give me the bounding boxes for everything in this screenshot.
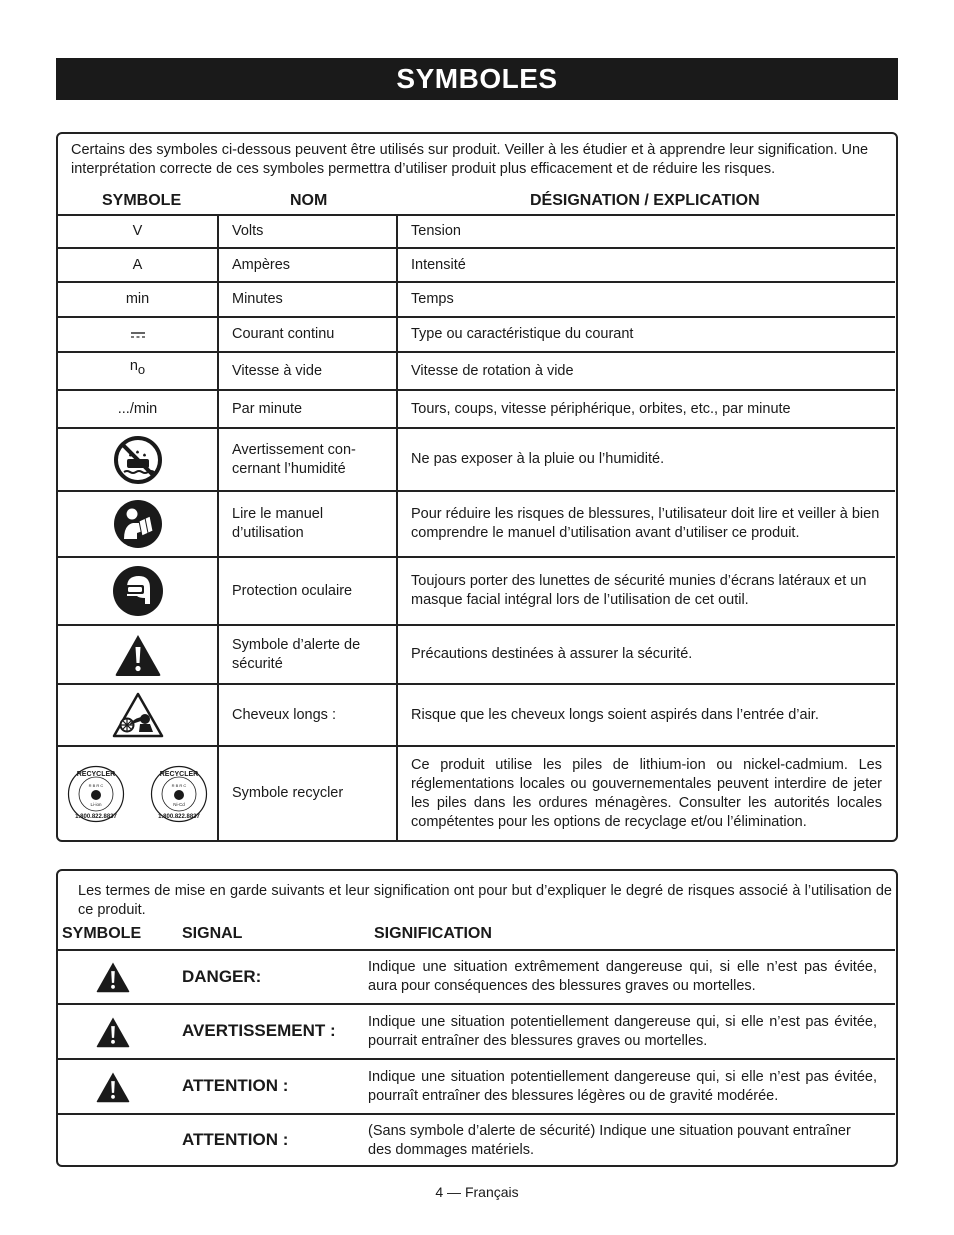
name-cell: Courant continu xyxy=(218,317,397,352)
meaning-cell: Indique une situation potentiellement dangereuse qui, si elle n’est pas évitée, pourraît entraîner des blessures légères ou de gravité modérée. xyxy=(360,1059,895,1114)
safety-alert-icon xyxy=(95,961,131,993)
table-row xyxy=(58,215,895,248)
designation-cell: Ce produit utilise les piles de lithium-ion ou nickel-cadmium. Les réglementations locales ou gouvernementales peuvent interdire de jeter les piles dans les ordures ménagères. Consulter les autorités locales compétentes pour les options de recyclage et/ou l’élimination. xyxy=(397,746,895,840)
header-signal: SIGNAL xyxy=(182,925,243,942)
designation-cell: Vitesse de rotation à vide xyxy=(397,352,895,390)
symbol-cell xyxy=(58,317,218,352)
name-cell: Vitesse à vide xyxy=(218,352,397,390)
designation-cell: Intensité xyxy=(397,248,895,282)
table-row xyxy=(58,746,895,840)
recycle-seal-liion-icon xyxy=(67,765,125,823)
recycle-seal-nicd-icon xyxy=(150,765,208,823)
name-cell: Ampères xyxy=(218,248,397,282)
symbol-n: n xyxy=(129,358,138,375)
designation-cell: Tension xyxy=(397,215,895,248)
symbol-sub: o xyxy=(137,361,146,377)
table-row xyxy=(58,491,895,557)
header-name: NOM xyxy=(290,192,328,209)
table-row xyxy=(58,684,895,746)
symbol-cell xyxy=(58,746,218,840)
signals-table xyxy=(58,949,895,1166)
table-row xyxy=(58,317,895,352)
symbol-cell xyxy=(58,1004,168,1059)
recycle-seal-icon xyxy=(58,765,217,823)
seal-top-text: RECYCLER xyxy=(159,770,199,778)
table-row xyxy=(58,428,895,491)
read-manual-icon xyxy=(113,499,163,549)
seal-bottom-text: 1.800.822.8837 xyxy=(75,813,118,820)
symbol-cell xyxy=(58,950,168,1004)
symbol-cell xyxy=(58,557,218,625)
seal-mid2-text: Li-ion xyxy=(90,801,102,807)
symbol-cell: V xyxy=(58,215,218,248)
table-row xyxy=(58,1114,895,1166)
signals-intro: Les termes de mise en garde suivants et leur signification ont pour but d’expliquer le degré de risques associé à l’utilisation de ce produit. xyxy=(78,883,892,918)
symbol-cell xyxy=(58,625,218,684)
seal-mid2-text: Ni-Cd xyxy=(172,801,185,807)
direct-current-icon xyxy=(130,330,146,340)
symbol-cell xyxy=(58,352,218,390)
name-cell: Par minute xyxy=(218,390,397,428)
name-cell: Symbole recycler xyxy=(218,746,397,840)
designation-cell: Tours, coups, vitesse périphérique, orbites, etc., par minute xyxy=(397,390,895,428)
symbol-cell xyxy=(58,1114,168,1166)
seal-mid1-text: R B R C xyxy=(88,782,104,788)
designation-cell: Pour réduire les risques de blessures, l’utilisateur doit lire et veiller à bien comprendre le manuel d’utilisation avant d’utiliser ce produit. xyxy=(397,491,895,557)
signal-label: ATTENTION : xyxy=(182,1130,289,1149)
designation-cell: Risque que les cheveux longs soient aspirés dans l’entrée d’air. xyxy=(397,684,895,746)
signal-cell xyxy=(168,1004,360,1059)
name-cell: Avertissement con-cernant l’humidité xyxy=(218,428,397,491)
symbol-cell xyxy=(58,428,218,491)
table-row xyxy=(58,282,895,317)
signal-label: DANGER: xyxy=(182,966,262,986)
table-row xyxy=(58,557,895,625)
symbol-cell: min xyxy=(58,282,218,317)
designation-cell: Ne pas exposer à la pluie ou l’humidité. xyxy=(397,428,895,491)
long-hair-icon xyxy=(111,691,165,739)
safety-alert-icon xyxy=(95,1071,131,1103)
header-symbol: SYMBOLE xyxy=(62,925,142,942)
table-row xyxy=(58,352,895,390)
header-symbol: SYMBOLE xyxy=(102,192,182,209)
symbols-intro: Certains des symboles ci-dessous peuvent être utilisés sur produit. Veiller à les étudier et à apprendre leur signification. Une interprétation correcte de ces symboles permettra d’utiliser produit plus efficacement et de réduire les risques. xyxy=(71,142,869,177)
symbol-cell xyxy=(58,491,218,557)
header-designation: DÉSIGNATION / EXPLICATION xyxy=(530,192,760,209)
name-cell: Symbole d’alerte de sécurité xyxy=(218,625,397,684)
symbol-cell xyxy=(58,1059,168,1114)
name-cell: Minutes xyxy=(218,282,397,317)
header-meaning: SIGNIFICATION xyxy=(374,925,492,942)
name-cell: Volts xyxy=(218,215,397,248)
signal-cell xyxy=(168,1114,360,1166)
signals-box xyxy=(56,869,898,1167)
symbol-cell: A xyxy=(58,248,218,282)
seal-mid1-text: R B R C xyxy=(171,782,187,788)
table-row xyxy=(58,390,895,428)
symbols-table xyxy=(58,214,895,840)
name-cell: Protection oculaire xyxy=(218,557,397,625)
meaning-cell: Indique une situation extrêmement dangereuse qui, si elle n’est pas évitée, aura pour conséquences des blessures graves ou mortelles. xyxy=(360,950,895,1004)
designation-cell: Temps xyxy=(397,282,895,317)
signal-cell xyxy=(168,950,360,1004)
safety-alert-icon xyxy=(95,1016,131,1048)
designation-cell: Type ou caractéristique du courant xyxy=(397,317,895,352)
meaning-cell: Indique une situation potentiellement dangereuse qui, si elle n’est pas évitée, pourrait entraîner des blessures graves ou mortelles. xyxy=(360,1004,895,1059)
eye-protection-icon xyxy=(112,565,164,617)
name-cell: Cheveux longs : xyxy=(218,684,397,746)
signal-label: ATTENTION : xyxy=(182,1076,289,1095)
seal-top-text: RECYCLER xyxy=(76,770,116,778)
symbols-box xyxy=(56,132,898,842)
table-row xyxy=(58,248,895,282)
name-cell: Lire le manuel d’utilisation xyxy=(218,491,397,557)
table-row xyxy=(58,1004,895,1059)
safety-alert-icon xyxy=(114,633,162,677)
designation-cell: Toujours porter des lunettes de sécurité munies d’écrans latéraux et un masque facial intégral lors de l’utilisation de cet outil. xyxy=(397,557,895,625)
signal-label: AVERTISSEMENT : xyxy=(182,1021,336,1040)
symbol-cell: .../min xyxy=(58,390,218,428)
meaning-cell: (Sans symbole d’alerte de sécurité) Indique une situation pouvant entraîner des dommages matériels. xyxy=(360,1114,895,1166)
table-row xyxy=(58,625,895,684)
designation-cell: Précautions destinées à assurer la sécurité. xyxy=(397,625,895,684)
no-moisture-icon xyxy=(114,436,162,484)
page-title: SYMBOLES xyxy=(56,58,898,100)
page-footer: 4 — Français xyxy=(435,1184,519,1200)
signal-cell xyxy=(168,1059,360,1114)
table-row xyxy=(58,950,895,1004)
seal-bottom-text: 1.800.822.8837 xyxy=(157,813,200,820)
symbol-cell xyxy=(58,684,218,746)
table-row xyxy=(58,1059,895,1114)
